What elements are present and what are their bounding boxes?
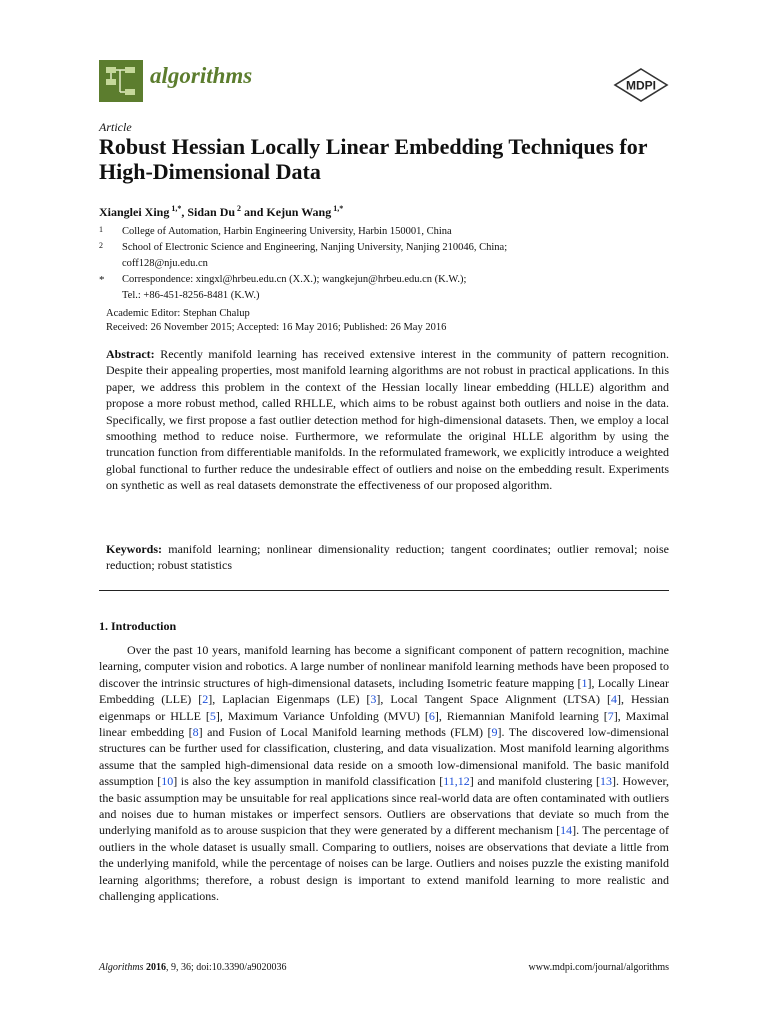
keywords (106, 541, 669, 574)
affiliation-row (99, 240, 669, 256)
footer-journal: Algorithms (99, 962, 144, 973)
section-divider (99, 590, 669, 591)
reference-link[interactable]: 11,12 (443, 774, 470, 789)
intro-text: ], Local Tangent Space Alignment (LTSA) [ (376, 692, 612, 707)
affiliation-row (99, 256, 669, 272)
intro-text: ], Maximal linear embedding [ (99, 708, 669, 740)
introduction-paragraph (99, 642, 669, 905)
reference-link[interactable]: 3 (370, 692, 377, 707)
correspondence-phone: Tel.: +86-451-8256-8481 (K.W.) (122, 290, 260, 301)
author-superscript: 1,* (333, 204, 344, 213)
section-heading: 1. Introduction (99, 619, 177, 633)
keywords-text: manifold learning; nonlinear dimensionality reduction; tangent coordinates; outlier removal; noise reduction; robust statistics (106, 542, 669, 573)
footer-year: 2016 (145, 962, 166, 973)
affiliation-marker (99, 256, 122, 272)
intro-text: ] and Fusion of Local Manifold learning methods (FLM) [ (198, 725, 492, 740)
reference-link[interactable]: 7 (607, 708, 614, 723)
reference-link[interactable]: 1 (581, 675, 588, 690)
keywords-label: Keywords: (106, 542, 162, 556)
intro-text: ] and manifold clustering [ (469, 774, 600, 789)
reference-link[interactable]: 8 (192, 725, 199, 740)
author-name: Sidan Du (187, 205, 236, 219)
intro-text: ], Locally Linear Embedding (LLE) [ (99, 675, 670, 707)
abstract-text: Recently manifold learning has received extensive interest in the community of pattern recognition. Despite their appealing properties, most manifold learning algorithms are not robust in practical applications. In this paper, we address this problem in the context of the Hessian locally linear embedding (HLLE) algorithm and propose a more robust method, called RHLLE, which aims to be robust against both outliers and noise in the data. Specifically, we first propose a fast outlier detection method for high-dimensional datasets. Then, we employ a local smoothing method to reduce noise. Furthermore, we reformulate the original HLLE algorithm by using the truncation function from differentiable manifolds. In the reformulated framework, we explicitly introduce a weighted global functional to further reduce the undesirable effect of outliers and noise on the embedding result. Experiments on synthetic as well as real datasets demonstrate the effectiveness of our proposed algorithm. (106, 347, 670, 493)
publisher-logo (612, 68, 670, 107)
article-type: Article (99, 120, 132, 134)
author-name: Kejun Wang (266, 205, 332, 219)
journal-logo-icon (99, 60, 143, 102)
publication-dates: Received: 26 November 2015; Accepted: 16 May 2016; Published: 26 May 2016 (106, 322, 447, 333)
intro-text: ]. The discovered low-dimensional structures can be further used for classification, clustering, and data visualization. Most manifold learning algorithms assume that the sampled high-dimensional data reside on a smooth low-dimensional manifold. The basic manifold assumption [ (99, 725, 669, 789)
intro-text: ], Riemannian Manifold learning [ (434, 708, 608, 723)
abstract-label: Abstract: (106, 347, 155, 361)
correspondence-marker: * (99, 274, 105, 286)
correspondence-row (99, 288, 669, 304)
affiliations (99, 224, 669, 304)
reference-link[interactable]: 10 (161, 774, 174, 789)
reference-link[interactable]: 2 (202, 692, 209, 707)
intro-text: ]. The percentage of outliers in the whole dataset is usually small. Comparing to outliers, noises are observations that deviate a little from the underlying manifold, while the percentage of noises can be large. Outliers and noises puzzle the existing manifold learning algorithms; therefore, a robust design is important to extend manifold learning to more realistic and challenging applications. (99, 823, 669, 904)
author-name: Xianglei Xing (99, 205, 170, 219)
correspondence-row (99, 272, 669, 288)
footer-doi: , 9, 36; doi:10.3390/a9020036 (165, 962, 287, 973)
intro-text: ], Hessian eigenmaps or HLLE [ (99, 692, 669, 723)
intro-text: ], Maximum Variance Unfolding (MVU) [ (215, 708, 429, 723)
affiliation-marker (99, 288, 122, 304)
reference-link[interactable]: 4 (611, 692, 618, 707)
reference-link[interactable]: 5 (209, 708, 216, 723)
author-superscript: 1,* (171, 204, 182, 213)
correspondence-text: Correspondence: xingxl@hrbeu.edu.cn (X.X.); wangkejun@hrbeu.edu.cn (K.W.); (122, 274, 467, 285)
affiliation-marker: 1 (99, 225, 103, 234)
author-separator: , (181, 205, 188, 219)
affiliation-row (99, 224, 669, 240)
intro-text: ]. However, the basic assumption may be unsuitable for real applications since real-world data are often contaminated with outliers and noises due to human mistakes or imperfect sensors. Outliers are observations that deviate so much from the underlying manifold as to arouse suspicion that they were generated by a different mechanism [ (99, 774, 670, 838)
reference-link[interactable]: 13 (599, 774, 612, 789)
intro-text: ], Laplacian Eigenmaps (LE) [ (208, 692, 371, 707)
abstract (106, 346, 669, 494)
author-separator: and (241, 205, 267, 219)
reference-link[interactable]: 9 (491, 725, 498, 740)
affiliation-email: coff128@nju.edu.cn (122, 258, 208, 269)
footer-citation (99, 962, 287, 973)
reference-link[interactable]: 14 (560, 823, 573, 838)
footer-url[interactable]: www.mdpi.com/journal/algorithms (528, 962, 669, 973)
editor-info (106, 307, 446, 335)
reference-link[interactable]: 6 (428, 708, 435, 723)
affiliation-text: College of Automation, Harbin Engineering University, Harbin 150001, China (122, 226, 452, 237)
intro-text: ] is also the key assumption in manifold classification [ (173, 774, 444, 789)
author-list (99, 204, 343, 220)
affiliation-text: School of Electronic Science and Engineering, Nanjing University, Nanjing 210046, China; (122, 242, 508, 253)
academic-editor: Academic Editor: Stephan Chalup (106, 308, 250, 319)
publisher-name: MDPI (626, 78, 656, 93)
intro-text: Over the past 10 years, manifold learning has become a significant component of pattern recognition, machine learning, computer vision and robotics. A large number of nonlinear manifold learning methods have been proposed to discover the intrinsic structures of high-dimensional datasets, including Isometric feature mapping [ (99, 643, 669, 690)
paper-title: Robust Hessian Locally Linear Embedding Techniques for High-Dimensional Data (99, 134, 648, 184)
affiliation-marker: 2 (99, 241, 103, 250)
author-superscript: 2 (237, 204, 242, 213)
journal-name: algorithms (150, 63, 253, 88)
